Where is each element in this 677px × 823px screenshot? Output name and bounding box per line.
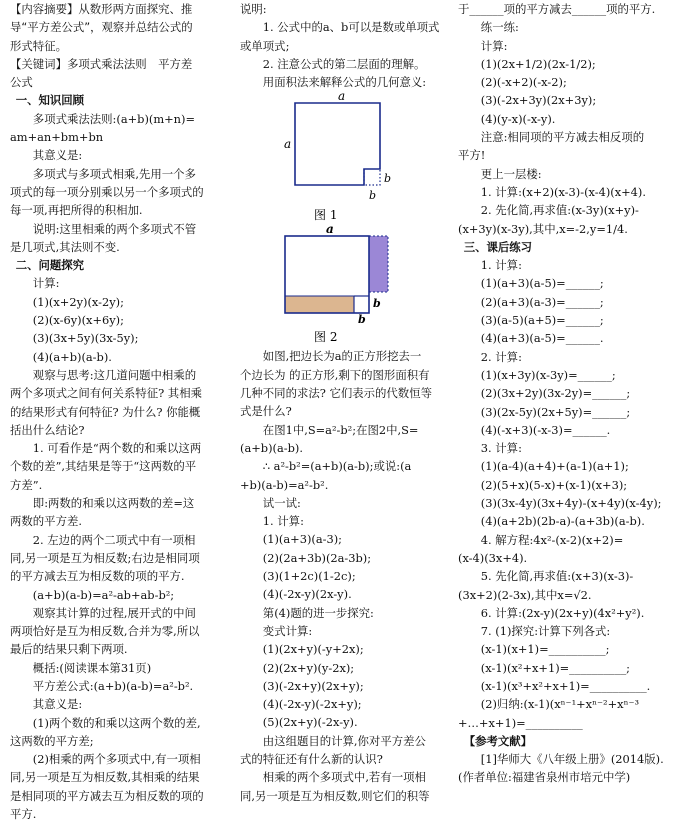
exercise-item: (x+3y)(x-3y),其中,x=-2,y=1/4. — [458, 221, 628, 236]
exercise-item: (4)(-x+3)(-x-3)=______. — [480, 422, 611, 437]
text-line: 第(4)题的进一步探究: — [262, 605, 374, 620]
text-line: 平方. — [10, 807, 37, 822]
text-line: 的平方减去互为相反数的项的平方. — [10, 569, 185, 584]
exercise-item: (2)(2x+y)(y-2x); — [262, 660, 355, 675]
text-line: 是几项式,其法则不变. — [10, 239, 120, 254]
text-line: 每一项,再把所得的积相加. — [10, 203, 143, 218]
text-line: 1. 可看作是“两个数的和乘以这两 — [32, 441, 202, 456]
figure-1-shape — [295, 103, 380, 185]
author-affiliation: (作者单位:福建省泉州市培元中学) — [458, 770, 631, 785]
exercise-item: (3)(2x-5y)(2x+5y)=______; — [480, 404, 631, 419]
text-line: 2. 注意公式的第二层面的理解。 — [262, 56, 426, 71]
text-line: 由这组题目的计算,你对平方差公 — [262, 733, 426, 748]
section-heading: 一、知识回顾 — [15, 93, 85, 108]
exercise-item: (4)(-2x-y)(2x-y). — [262, 587, 352, 602]
text-line: 变式计算: — [262, 623, 313, 638]
exercise-item: (4)(a+2b)(2b-a)-(a+3b)(a-b). — [480, 514, 645, 529]
exercise-item: 1. 计算:(x+2)(x-3)-(x-4)(x+4). — [480, 184, 646, 199]
text-line: 式的特征还有什么新的认识? — [240, 752, 383, 767]
exercise-item: (x-4)(3x+4). — [458, 550, 528, 565]
exercise-item: (2)(3x+2y)(3x-2y)=______; — [480, 386, 631, 401]
text-line: 如图,把边长为a的正方形挖去一 — [262, 349, 422, 364]
text-line: 式是什么? — [240, 404, 292, 419]
text-line: 方差”. — [10, 477, 43, 492]
text-line: 试一试: — [262, 495, 301, 510]
text-line: 用面积法来解释公式的几何意义: — [262, 75, 427, 90]
figure-1-label-left: a — [284, 137, 292, 152]
exercise-item: (2)(-x+2)(-x-2); — [480, 75, 567, 90]
text-line: 1. 计算: — [262, 514, 304, 529]
figure-1-label-top: a — [338, 91, 346, 104]
column-right — [458, 0, 670, 787]
text-line: 2. 左边的两个二项式中有一项相 — [32, 532, 196, 547]
figure-2-bottom-strip — [285, 296, 354, 313]
exercise-item: (x-1)(x+1)=__________; — [480, 642, 610, 657]
figure-2 — [240, 225, 453, 347]
text-line: 1. 计算: — [480, 258, 522, 273]
text-line: 注意:相同项的平方减去相反项的 — [480, 130, 645, 145]
figure-2-right-strip — [369, 236, 388, 292]
text-line: 几种不同的求法? 它们表示的代数恒等 — [240, 386, 432, 401]
exercise-item: (4)(a+b)(a-b). — [32, 349, 112, 364]
text-line: 计算: — [32, 276, 60, 291]
text-line: 两个多项式之间有何关系特征? 其相乘 — [10, 386, 202, 401]
text-line: 两数的平方差. — [10, 514, 82, 529]
text-line: (2)相乘的两个多项式中,有一项相 — [32, 752, 201, 767]
section-heading: 三、课后练习 — [463, 239, 533, 254]
keywords-line: 公式 — [10, 75, 33, 90]
text-line: 其意义是: — [32, 148, 83, 163]
exercise-item: (2)(5+x)(5-x)+(x-1)(x+3); — [480, 477, 628, 492]
text-line: 多项式与多项式相乘,先用一个多 — [32, 166, 196, 181]
text-line: 其意义是: — [32, 697, 83, 712]
text-line: 最后的结果只剩下两项. — [10, 642, 128, 657]
figure-1 — [240, 91, 453, 225]
exercise-item: (x-1)(x²+x+1)=__________; — [480, 660, 630, 675]
text-line: 两项恰好是互为相反数,合并为零,所以 — [10, 624, 200, 639]
text-line: (a+b)(a-b). — [240, 440, 303, 455]
formula-line: (a+b)(a-b)=a²-ab+ab-b²; — [32, 587, 175, 602]
exercise-item: 2. 先化简,再求值:(x-3y)(x+y)- — [480, 203, 639, 218]
formula-line: ∴ a²-b²=(a+b)(a-b);或说:(a — [262, 459, 412, 474]
exercise-item: (1)(x+2y)(x-2y); — [32, 294, 124, 309]
exercise-item: (2)归纳:(x-1)(xⁿ⁻¹+xⁿ⁻²+xⁿ⁻³ — [480, 697, 640, 712]
text-line: 同,另一项是互为相反数,则它们的积等 — [240, 788, 430, 803]
text-line: 或单项式; — [240, 38, 290, 53]
text-line: 多项式乘法法则:(a+b)(m+n)= — [32, 111, 195, 126]
text-line: 练一练: — [480, 20, 519, 35]
column-middle — [240, 0, 453, 805]
formula-line: 平方差公式:(a+b)(a-b)=a²-b². — [32, 678, 194, 693]
text-line: 观察其计算的过程,展开式的中间 — [32, 605, 196, 620]
text-line: 概括:(阅读课本第31页) — [32, 660, 152, 675]
exercise-item: (1)(2x+1/2)(2x-1/2); — [480, 56, 596, 71]
exercise-item: (3)(3x+5y)(3x-5y); — [32, 331, 139, 346]
exercise-item: (1)(a+3)(a-3); — [262, 532, 343, 547]
text-line: 计算: — [480, 38, 508, 53]
exercise-item: +…+x+1)=__________ — [458, 715, 583, 730]
exercise-item: (3)(1+2c)(1-2c); — [262, 569, 356, 584]
exercise-item: (1)(2x+y)(-y+2x); — [262, 642, 364, 657]
text-line: 即:两数的和乘以这两数的差=这 — [32, 496, 195, 511]
figure-2-caption: 图 2 — [314, 330, 338, 345]
formula-line: +b)(a-b)=a²-b². — [240, 477, 329, 492]
text-line: 于______项的平方减去______项的平方. — [458, 2, 656, 16]
text-line: 平方! — [458, 148, 486, 163]
exercise-item: (4)(-2x-y)(-2x+y); — [262, 697, 362, 712]
abstract-line: 形式特征。 — [10, 38, 67, 53]
exercise-item: (1)(a+3)(a-5)=______; — [480, 276, 604, 291]
section-heading: 二、问题探究 — [15, 258, 85, 273]
exercise-item: (3)(-2x+y)(2x+y); — [262, 678, 364, 693]
text-line: 3. 计算: — [480, 441, 522, 456]
exercise-item: (3)(3x-4y)(3x+4y)-(x+4y)(x-4y); — [480, 496, 662, 511]
exercise-item: 5. 先化简,再求值:(x+3)(x-3)- — [480, 569, 634, 584]
abstract-line: 导“平方差公式”，观察并总结公式的 — [10, 20, 193, 35]
exercise-item: (2)(2a+3b)(2a-3b); — [262, 550, 372, 565]
text-line: am+an+bm+bn — [10, 130, 104, 145]
exercise-item: (x-1)(x³+x²+x+1)=__________. — [480, 678, 651, 693]
figure-2-label-bottom: b — [358, 313, 366, 327]
references-heading: 【参考文献】 — [463, 733, 533, 748]
text-line: 1. 公式中的a、b可以是数或单项式 — [262, 20, 440, 35]
figure-1-caption: 图 1 — [314, 208, 338, 223]
text-line: 的结果形式有何特征? 为什么? 你能概 — [10, 404, 201, 419]
keywords-line: 【关键词】多项式乘法法则 平方差 — [10, 56, 193, 71]
exercise-item: 6. 计算:(2x-y)(2x+y)(4x²+y²). — [480, 605, 645, 620]
exercise-item: 4. 解方程:4x²-(x-2)(x+2)= — [480, 532, 624, 547]
exercise-item: (3x+2)(2-3x),其中x=√2. — [458, 587, 592, 602]
figure-1-dotted-square — [364, 169, 380, 185]
exercise-item: (3)(a-5)(a+5)=______; — [480, 313, 604, 328]
figure-2-label-right: b — [373, 297, 381, 311]
exercise-item: (2)(x-6y)(x+6y); — [32, 313, 124, 328]
text-line: 项式的每一项分别乘以另一个多项式的 — [10, 184, 204, 199]
abstract-line: 【内容摘要】从数形两方面探究、推 — [10, 2, 193, 16]
text-line: 更上一层楼: — [480, 166, 542, 181]
exercise-item: 7. (1)探究:计算下列各式: — [480, 624, 611, 639]
exercise-item: (5)(2x+y)(-2x-y). — [262, 715, 358, 730]
text-line: 个数的差”,其结果是等于“这两数的平 — [10, 459, 197, 474]
text-line: 在图1中,S=a²-b²;在图2中,S= — [262, 422, 419, 437]
text-line: 观察与思考:这几道问题中相乘的 — [32, 367, 197, 382]
text-line: 说明: — [240, 2, 267, 16]
exercise-item: (1)(x+3y)(x-3y)=______; — [480, 367, 616, 382]
exercise-item: (4)(y-x)(-x-y). — [480, 111, 556, 126]
text-line: 相乘的两个多项式中,若有一项相 — [262, 770, 426, 785]
text-line: 2. 计算: — [480, 349, 522, 364]
text-line: 个边长为 的正方形,剩下的图形面积有 — [240, 367, 430, 382]
text-line: 括出什么结论? — [10, 422, 85, 437]
text-line: 同,另一项是互为相反数,其相乘的结果 — [10, 770, 200, 785]
text-line: 说明:这里相乘的两个多项式不管 — [32, 221, 197, 236]
figure-1-label-right: b — [384, 172, 392, 186]
text-line: 同,另一项是互为相反数;右边是相同项 — [10, 550, 200, 565]
exercise-item: (4)(a+3)(a-5)=______. — [480, 331, 604, 346]
figure-2-label-top: a — [326, 225, 334, 237]
reference-item: [1]华师大《八年级上册》(2014版). — [480, 752, 664, 767]
text-line: 这两数的平方差; — [10, 733, 94, 748]
exercise-item: (3)(-2x+3y)(2x+3y); — [480, 93, 597, 108]
figure-1-label-bottom: b — [369, 189, 377, 203]
column-left — [10, 0, 223, 823]
text-line: 是相同项的平方减去互为相反数的项的 — [10, 788, 204, 803]
exercise-item: (2)(a+3)(a-3)=______; — [480, 294, 604, 309]
text-line: (1)两个数的和乘以这两个数的差, — [32, 715, 201, 730]
exercise-item: (1)(a-4)(a+4)+(a-1)(a+1); — [480, 459, 629, 474]
